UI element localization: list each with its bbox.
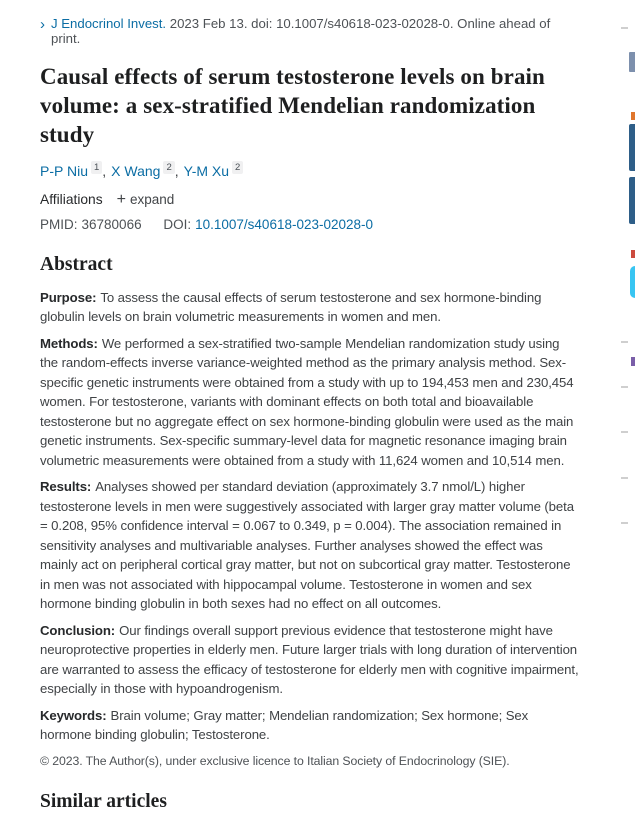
share-twitter-icon-partial[interactable] — [630, 266, 635, 298]
pmid-label: PMID: — [40, 216, 78, 232]
cite-button-partial[interactable] — [629, 124, 635, 171]
page-nav-item-partial[interactable] — [621, 341, 628, 343]
share-label-icon-partial — [631, 250, 635, 258]
journal-cover-thumbnail-partial[interactable] — [629, 52, 635, 72]
sidebar-text-partial — [621, 27, 628, 29]
collections-button-partial[interactable] — [629, 177, 635, 224]
abstract-paragraph-results — [40, 477, 580, 614]
affiliations-label: Affiliations — [40, 192, 103, 208]
page-nav-item-partial[interactable] — [621, 522, 628, 524]
pmid-value: 36780066 — [81, 216, 142, 232]
identifiers-row — [40, 217, 580, 232]
page-nav-item-partial[interactable] — [621, 386, 628, 388]
journal-link[interactable]: J Endocrinol Invest. — [51, 16, 167, 31]
paragraph-label-conclusion: Conclusion: — [40, 622, 116, 638]
abstract-paragraph-purpose — [40, 288, 580, 327]
paragraph-text-conclusion: Our findings overall support previous evidence that testosterone might have neuroprotective properties in elderly men. Future larger trials with long duration of intervention are warranted to assess the efficacy of testosterone for elderly men with cognitive impairment, especially in those with hypoandrogenism. — [40, 622, 579, 697]
author-separator: , — [174, 162, 179, 179]
citation-text: 2023 Feb 13. doi: 10.1007/s40618-023-02028-0. Online ahead of print. — [51, 16, 551, 46]
paragraph-text-methods: We performed a sex-stratified two-sample Mendelian randomization study using the random-effects inverse variance-weighted method as the primary analysis method. Sex-specific genetic instruments were obtained from a study with up to 194,453 men and 230,454 women. For testosterone, variants with dominant effects on both total and bioavailable testosterone but no aggregate effect on sex hormone-binding globulin were used as the main genetic instruments. Sex-specific summary-level data for magnetic resonance imaging brain volumetric measurements were obtained from a study with 11,624 women and 10,514 men. — [40, 335, 574, 468]
paragraph-text-keywords: Brain volume; Gray matter; Mendelian randomization; Sex hormone; Sex hormone binding globulin; Testosterone. — [40, 707, 529, 743]
abstract-paragraph-keywords — [40, 706, 580, 745]
affiliations-row — [40, 192, 580, 208]
expand-button-label: expand — [129, 192, 175, 208]
abstract-paragraph-methods — [40, 334, 580, 471]
author-separator: , — [102, 162, 107, 179]
breadcrumb — [40, 16, 580, 46]
abstract-paragraph-conclusion — [40, 621, 580, 699]
authors-list — [40, 162, 580, 179]
paragraph-label-results: Results: — [40, 479, 92, 495]
doi-group — [163, 217, 373, 232]
abstract-heading: Abstract — [40, 253, 113, 275]
paragraph-text-purpose: To assess the causal effects of serum testosterone and sex hormone-binding globulin levels on brain volumetric measurements in women and men. — [40, 289, 542, 325]
expand-affiliations-button[interactable] — [117, 192, 175, 208]
affiliation-superscript[interactable]: 2 — [232, 161, 243, 174]
pmid-group — [40, 217, 145, 232]
paragraph-text-results: Analyses showed per standard deviation (approximately 3.7 nmol/L) higher testosterone levels in men were suggestively associated with larger gray matter volume (beta = 0.208, 95% confidence interval = 0.067 to 0.349, p = 0.004). The association remained in sensitivity analyses and multivariable analyses. Further analyses showed the effect was mainly act on peripheral cortical gray matter, but not on subcortical gray matter. Testosterone in men was not associated with hippocampal volume. Testosterone in women and sex hormone binding globulin in both sexes had no effect on all outcomes. — [40, 479, 574, 612]
page-title: Causal effects of serum testosterone levels on brain volume: a sex-stratified Mendelian randomization study — [40, 64, 545, 147]
affiliation-superscript[interactable]: 1 — [91, 161, 102, 174]
paragraph-label-methods: Methods: — [40, 335, 98, 351]
author-link[interactable]: Y-M Xu — [183, 162, 230, 179]
page-navigation-icon-partial — [631, 357, 635, 366]
doi-link[interactable]: 10.1007/s40618-023-02028-0 — [195, 216, 374, 232]
copyright-notice: © 2023. The Author(s), under exclusive licence to Italian Society of Endocrinology (SIE). — [40, 753, 510, 768]
affiliation-superscript[interactable]: 2 — [163, 161, 174, 174]
doi-label: DOI: — [163, 216, 192, 232]
author-link[interactable]: X Wang — [111, 162, 161, 179]
author-link[interactable]: P-P Niu — [40, 162, 88, 179]
page-nav-item-partial[interactable] — [621, 477, 628, 479]
chevron-right-icon: › — [40, 16, 45, 33]
paragraph-label-keywords: Keywords: — [40, 707, 107, 723]
page-nav-item-partial[interactable] — [621, 431, 628, 433]
similar-articles-heading: Similar articles — [40, 790, 167, 812]
paragraph-label-purpose: Purpose: — [40, 289, 97, 305]
plus-icon: + — [116, 190, 126, 208]
full-text-link-icon-partial — [631, 112, 635, 120]
